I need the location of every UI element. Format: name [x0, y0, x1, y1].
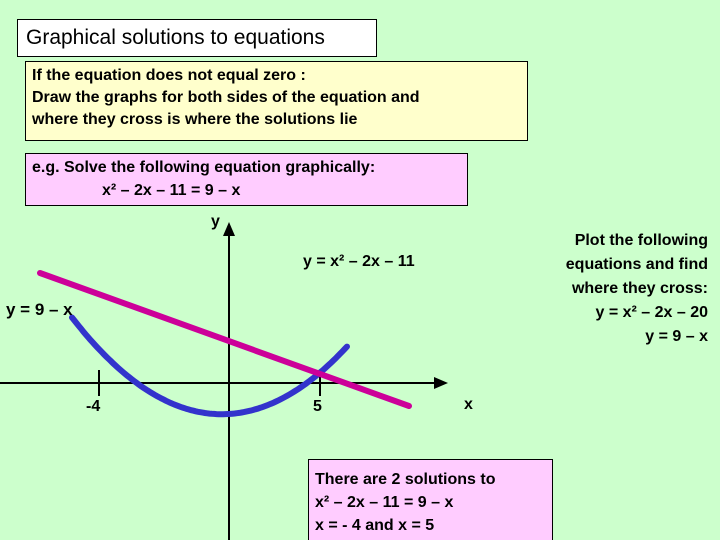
exercise-line: y = x² – 2x – 20 — [595, 304, 708, 321]
exercise-box — [528, 229, 708, 357]
intro-line: Draw the graphs for both sides of the equation and — [32, 89, 420, 106]
answer-line: There are 2 solutions to — [315, 471, 496, 488]
line-label: y = 9 – x — [6, 300, 73, 319]
intro-line: where they cross is where the solutions lie — [32, 111, 358, 128]
example-line: e.g. Solve the following equation graphically: — [32, 159, 376, 176]
page-title: Graphical solutions to equations — [17, 19, 377, 57]
intro-line: If the equation does not equal zero : — [32, 67, 306, 84]
y-axis-arrow — [223, 222, 235, 236]
tick-label-left: -4 — [86, 398, 101, 415]
x-axis-arrow — [434, 377, 448, 389]
exercise-line: y = 9 – x — [645, 328, 708, 345]
answer-line: x = - 4 and x = 5 — [315, 517, 435, 534]
exercise-line: Plot the following — [574, 232, 708, 249]
tick-label-right: 5 — [313, 398, 322, 415]
answer-box — [308, 459, 553, 540]
y-axis-label: y — [211, 213, 220, 230]
exercise-line: equations and find — [565, 256, 708, 273]
example-equation: x² – 2x – 11 = 9 – x — [102, 182, 241, 199]
exercise-line: where they cross: — [571, 280, 708, 297]
straight-line — [40, 273, 409, 406]
answer-line: x² – 2x – 11 = 9 – x — [315, 494, 454, 511]
example-box — [25, 153, 468, 206]
curve-label: y = x² – 2x – 11 — [303, 253, 415, 270]
x-axis-label: x — [464, 396, 473, 413]
intro-text-box — [25, 61, 528, 141]
